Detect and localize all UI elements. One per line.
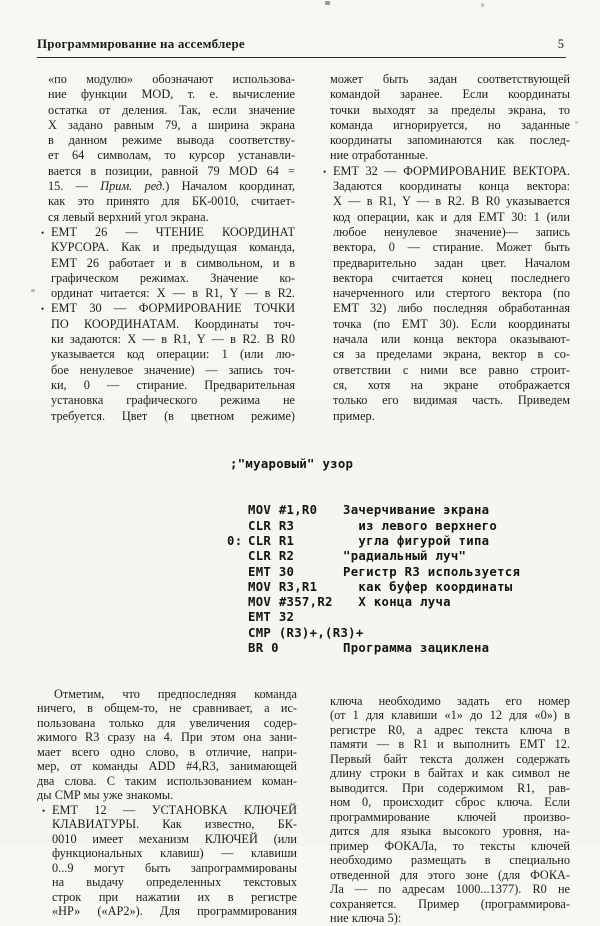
code-instruction: MOV #357,R2 (248, 595, 333, 610)
code-line-label (227, 519, 248, 534)
left-column-top (41, 72, 296, 424)
text-line: 0...9 могут быть запрограммированы (52, 860, 297, 875)
top-two-column-section (37, 72, 570, 424)
text-line: мер, от команды ADD #4,R3, занимающей (37, 759, 297, 774)
right-column-bottom (330, 694, 570, 926)
bullet-marker-icon: • (42, 805, 46, 816)
text-line: пользована только для увеличения содер- (37, 715, 297, 730)
code-row (227, 503, 570, 518)
text-line: код операции, как и для ЕМТ 30: 1 (или (333, 209, 570, 224)
paragraph-cmp-note (37, 687, 297, 803)
scan-artifact (575, 121, 578, 124)
text-line: «НР» («АР2»). Для программирования (52, 904, 297, 919)
code-line-label (227, 565, 248, 580)
code-row (227, 549, 570, 564)
text-line: командой заранее. Если координаты (330, 87, 570, 102)
text-line: ся за пределами экрана, вектор в со- (333, 347, 570, 362)
paragraph-key-programming (330, 694, 570, 926)
italic-run: Прим. ред. (100, 179, 166, 194)
code-instruction: EMT 32 (248, 610, 295, 625)
code-instruction: MOV #1,R0 (248, 503, 318, 518)
text-line: ки, 0 — стирание. Предварительная (51, 377, 295, 392)
bottom-two-column-section (37, 687, 570, 926)
text-line: вается в позиции, равной 79 MOD 64 = (48, 163, 295, 178)
text-line: предварительно задан цвет. Началом (333, 255, 570, 270)
code-instruction: EMT 30 (248, 564, 295, 579)
text-line: пример. (333, 408, 375, 423)
text-line: памяти — в R1 и выполнить ЕМТ 12. (330, 737, 570, 752)
text-run: 15. — (48, 179, 101, 194)
text-line: длину строки в байтах и как символ не (330, 766, 570, 781)
code-instruction: MOV R3,R1 (248, 579, 318, 594)
text-line: ние функции MOD, т. е. вычисление (48, 87, 295, 102)
text-line: точки выходят за пределы экрана, то (330, 102, 570, 117)
code-comment: Зачерчивание экрана (343, 503, 490, 518)
text-line: ние ключа 5): (330, 911, 402, 926)
code-row (227, 565, 570, 580)
code-instruction: BR 0 (248, 640, 279, 655)
text-line: Отметим, что предпоследняя команда (54, 686, 297, 701)
text-line: ЕМТ 30 — ФОРМИРОВАНИЕ ТОЧКИ (51, 301, 295, 316)
text-line: ся левый верхний угол экрана. (48, 209, 209, 224)
text-line: (от 1 для клавиши «1» до 12 для «0») в (330, 708, 570, 723)
text-line: ЕМТ 26 — ЧТЕНИЕ КООРДИНАТ (51, 224, 295, 239)
text-line: Первый байт текста должен содержать (330, 751, 570, 766)
text-run: ) Началом координат, (165, 179, 296, 194)
text-line: бое ненулевое значение) — запись точ- (51, 362, 295, 377)
code-row (227, 534, 570, 549)
code-instruction: CLR R3 (248, 518, 295, 533)
code-line-label: 0: (227, 533, 243, 548)
text-line: вектора считается конец последнего (333, 270, 570, 285)
code-row (227, 610, 570, 625)
text-line: выводится. При содержимом R1, рав- (330, 780, 570, 795)
paragraph-color-continued (330, 72, 570, 164)
running-title: Программирование на ассемблере (37, 36, 245, 51)
text-line: начала или конца вектора оказывают- (333, 332, 570, 347)
code-comment: X конца луча (343, 595, 451, 610)
text-line: как это принято для БК-0010, считает- (48, 194, 295, 209)
text-line: ся, хотя на экране отображается (333, 377, 570, 392)
text-line: команда игнорируется, но заданные (330, 117, 570, 132)
text-line: жимого R3 сразу на 4. При этом она зани- (37, 730, 297, 745)
text-line: вектора, 0 — стирание. Может быть (333, 240, 570, 255)
text-line: X задано равным 79, а ширина экрана (48, 117, 295, 132)
code-row (227, 626, 570, 641)
text-line: ответствии с ними все равно строит- (333, 362, 570, 377)
code-row (227, 580, 570, 595)
text-line: ординат читается: X — в R1, Y — в R2. (51, 286, 295, 301)
text-line: КЛАВИАТУРЫ. Как известно, БК- (52, 817, 297, 832)
bullet-emt-30 (41, 301, 295, 423)
text-line: любое ненулевое значение)— запись (333, 224, 570, 239)
code-line-label (227, 641, 248, 656)
text-line: отведенной для этого зоне (для ФОКА- (330, 867, 570, 882)
text-line: ды CMP мы уже знакомы. (37, 788, 174, 803)
code-comment: Программа зациклена (343, 640, 490, 655)
code-line-label (227, 626, 248, 641)
text-line: точка (по ЕМТ 30). Если координаты (333, 316, 570, 331)
text-line: необходимо размещать в специально (330, 853, 570, 868)
code-comment: как буфер координаты (343, 579, 513, 594)
text-line: только его видимая часть. Приведем (333, 393, 570, 408)
text-line: ЕМТ 32 — ФОРМИРОВАНИЕ ВЕКТОРА. (333, 163, 570, 178)
text-line: X — в R1, Y — в R2. В R0 указывается (333, 194, 570, 209)
assembly-code-listing (227, 427, 570, 687)
text-line: ЕМТ 26 работает и в символьном, и в (51, 255, 295, 270)
text-line: остатка от деления. Так, если значение (48, 102, 295, 117)
text-line: программирование ключей произво- (330, 809, 570, 824)
code-line-label (227, 595, 248, 610)
bullet-marker-icon: • (323, 166, 327, 177)
bullet-marker-icon: • (41, 227, 45, 238)
text-line: ЕМТ 12 — УСТАНОВКА КЛЮЧЕЙ (52, 802, 297, 817)
code-listing-title: ;"муаровый" узор (230, 457, 354, 472)
text-line: пример ФОКАЛа, то тексты ключей (330, 838, 570, 853)
text-line (48, 179, 295, 194)
text-line: регистре R0, а адрес текста ключа в (330, 722, 570, 737)
text-line: строк при нажатии их в регистре (52, 889, 297, 904)
text-line: требуется. Цвет (в цветном режиме) (51, 408, 295, 423)
text-line: Задаются координаты конца вектора: (333, 179, 570, 194)
page-number: 5 (557, 37, 564, 51)
text-line: может быть задан соответствующей (330, 72, 570, 86)
text-line: ПО КООРДИНАТАМ. Координаты точ- (51, 316, 295, 331)
text-line: ничего, в общем-то, не сравнивает, а ис- (37, 701, 297, 716)
code-line-label (227, 580, 248, 595)
text-line: графическом режимах. Значение ко- (51, 270, 295, 285)
code-line-label (227, 610, 248, 625)
code-line-label (227, 503, 248, 518)
code-comment: "радиальный луч" (343, 549, 467, 564)
text-line: в данном режиме вывода соответству- (48, 133, 295, 148)
left-column-bottom (37, 687, 297, 926)
text-line: начерченного или стертого вектора (по (333, 286, 570, 301)
bullet-emt-26 (41, 224, 295, 301)
code-comment: угла фигурой типа (343, 533, 490, 548)
text-line: КУРСОРА. Как и предыдущая команда, (51, 240, 295, 255)
text-line: ет 64 символам, то курсор устанавли- (48, 148, 295, 163)
text-line: ки задаются: X — в R1, Y — в R2. В R0 (51, 332, 295, 347)
bullet-marker-icon: • (41, 304, 45, 315)
text-line: сохраняется. Пример (программирова- (330, 896, 570, 911)
text-line: ние отработанные. (330, 148, 429, 163)
code-line-label (227, 549, 248, 564)
scan-artifact (31, 289, 35, 292)
code-comment: из левого верхнего (343, 518, 498, 533)
text-line: ключа необходимо задать его номер (330, 693, 570, 708)
code-row (227, 595, 570, 610)
paragraph-mod-note (48, 72, 295, 225)
text-line: два слова. С таким использованием коман- (37, 773, 297, 788)
code-row (227, 641, 570, 656)
code-instruction: CLR R2 (248, 549, 295, 564)
bullet-emt-12 (42, 802, 297, 919)
scan-artifact (325, 1, 330, 5)
text-line: установка графического режима не (51, 393, 295, 408)
text-line: координаты запоминаются как послед- (330, 133, 570, 148)
scan-artifact (481, 3, 484, 7)
text-line: 0010 имеет механизм КЛЮЧЕЙ (или (52, 831, 297, 846)
code-row (227, 519, 570, 534)
running-header (37, 36, 566, 58)
text-line: указывается код операции: 1 (или лю- (51, 347, 295, 362)
text-line: мает всего одно слово, в отличие, напри- (37, 744, 297, 759)
bullet-emt-32 (323, 163, 570, 424)
text-line: на выдачу определенных текстовых (52, 875, 297, 890)
text-line: Ла — по адресам 1000...1377). R0 не (330, 882, 570, 897)
text-line: функциональных клавиш) — клавиши (52, 846, 297, 861)
right-column-top (323, 72, 570, 424)
text-line: «по модулю» обозначают использова- (48, 72, 295, 86)
code-instruction: CLR R1 (248, 533, 295, 548)
text-line: дится для языка высокого уровня, на- (330, 824, 570, 839)
text-line: ЕМТ 32) либо последняя обработанная (333, 301, 570, 316)
code-listing-body (227, 503, 570, 656)
code-instruction: CMP (R3)+,(R3)+ (248, 625, 364, 640)
code-comment: Регистр R3 используется (343, 564, 521, 579)
text-line: ном 0, происходит сброс ключа. Если (330, 795, 570, 810)
